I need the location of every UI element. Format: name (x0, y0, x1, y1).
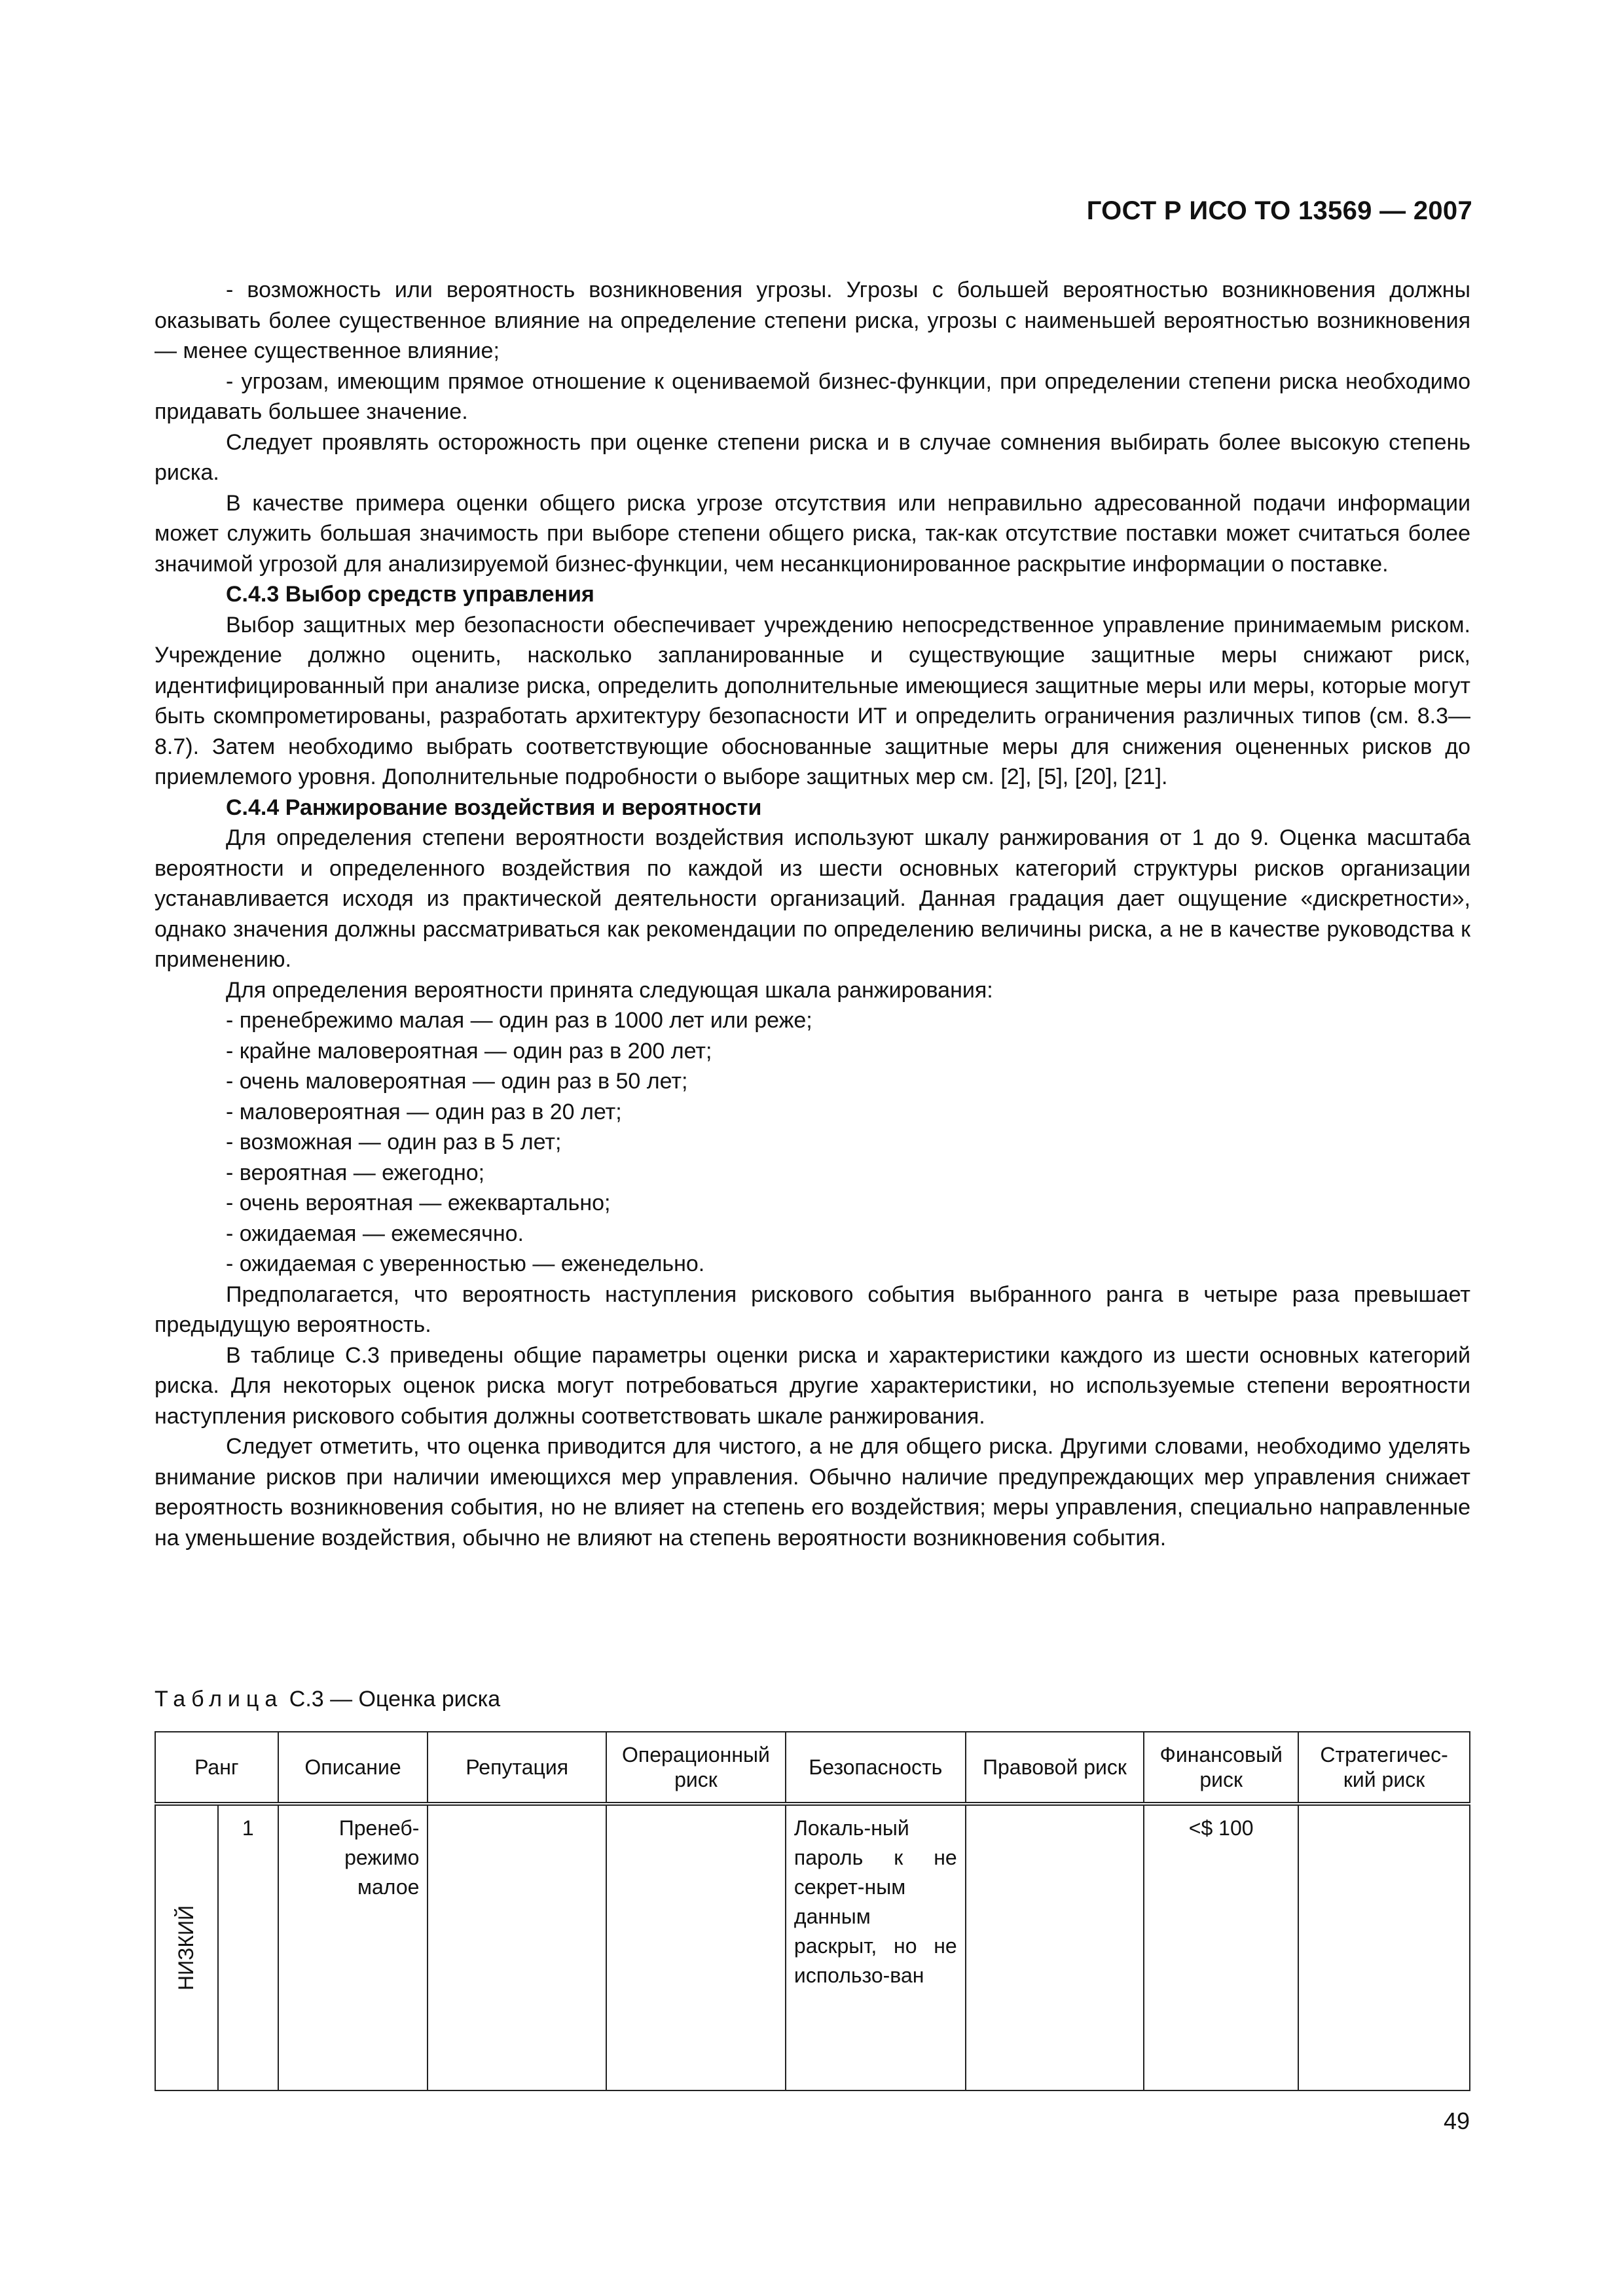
list-item: - возможная — один раз в 5 лет; (226, 1130, 562, 1155)
table-header-row (155, 1732, 1470, 1804)
document-header: ГОСТ Р ИСО ТО 13569 — 2007 (1086, 196, 1472, 225)
probability-scale-list (155, 1005, 1470, 1280)
risk-assessment-table (155, 1731, 1470, 2091)
table-caption (155, 1687, 500, 1712)
description-cell: Пренеб-режимо малое (278, 1804, 428, 2090)
financial-cell: <$ 100 (1144, 1804, 1298, 2090)
col-header-security: Безопасность (786, 1732, 966, 1804)
list-item: - очень вероятная — ежеквартально; (226, 1191, 611, 1215)
table-row (155, 1804, 1470, 2090)
paragraph: В таблице С.3 приведены общие параметры оценки риска и характеристики каждого из шести основных категорий риска. Для некоторых оценок риска могут потребоваться другие характеристики, но используемые степени вероятности наступления рискового события должны соответствовать шкале ранжирования. (155, 1342, 1470, 1429)
col-header-legal: Правовой риск (966, 1732, 1144, 1804)
risk-level-label: НИЗКИЙ (174, 1905, 198, 1991)
strategic-cell (1298, 1804, 1470, 2090)
list-item: - ожидаемая с уверенностью — еженедельно. (226, 1251, 705, 1276)
paragraph: Для определения степени вероятности воздействия используют шкалу ранжирования от 1 до 9. Оценка масштаба вероятности и определенного воздействия по каждой из шести основных категорий структуры рисков организации устанавливается исходя из практической деятельности организаций. Данная градация дает ощущение «дискретности», однако значения должны рассматриваться как рекомендации по определению величины риска, а не в качестве руководства к применению. (155, 825, 1470, 972)
section-heading-c43: С.4.3 Выбор средств управления (226, 582, 594, 607)
list-item: - маловероятная — один раз в 20 лет; (226, 1099, 622, 1124)
col-header-operational: Операционный риск (606, 1732, 786, 1804)
list-item: - крайне маловероятная — один раз в 200 лет; (226, 1038, 712, 1064)
list-item: - ожидаемая — ежемесячно. (226, 1221, 524, 1246)
col-header-rank: Ранг (155, 1732, 278, 1804)
paragraph: Следует проявлять осторожность при оценке степени риска и в случае сомнения выбирать более высокую степень риска. (155, 429, 1470, 485)
list-item: - пренебрежимо малая — один раз в 1000 лет или реже; (226, 1008, 812, 1033)
paragraph: - угрозам, имеющим прямое отношение к оцениваемой бизнес-функции, при определении степени риска необходимо придавать большее значение. (155, 368, 1470, 424)
paragraph: Выбор защитных мер безопасности обеспечивает учреждению непосредственное управление принимаемым риском. Учреждение должно оценить, насколько запланированные и существующие защитные меры снижают риск, идентифицированный при анализе риска, определить дополнительные имеющиеся защитные меры или меры, которые могут быть скомпрометированы, разработать архитектуру безопасности ИТ и определить ограничения различных типов (см. 8.3—8.7). Затем необходимо выбрать соответствующие обоснованные защитные меры для снижения оцененных рисков до приемлемого уровня. Дополнительные подробности о выборе защитных мер см. [2], [5], [20], [21]. (155, 612, 1470, 789)
paragraph: Для определения вероятности принята следующая шкала ранжирования: (226, 977, 993, 1003)
paragraph: Следует отметить, что оценка приводится для чистого, а не для общего риска. Другими словами, необходимо уделять внимание рисков при наличии имеющихся мер управления. Обычно наличие предупреждающих мер управления снижает вероятность возникновения события, но не влияет на степень его воздействия; меры управления, специально направленные на уменьшение воздействия, обычно не влияют на степень вероятности возникновения события. (155, 1434, 1470, 1551)
table-caption-title: С.3 — Оценка риска (283, 1687, 501, 1712)
paragraph: В качестве примера оценки общего риска угрозе отсутствия или неправильно адресованной подачи информации может служить большая значимость при выборе степени общего риска, так-как отсутствие поставки может считаться более значимой угрозой для анализируемой бизнес-функции, чем несанкционированное раскрытие информации о поставке. (155, 490, 1470, 577)
paragraph: - возможность или вероятность возникновения угрозы. Угрозы с большей вероятностью возникновения должны оказывать более существенное влияние на определение степени риска, угрозы с наименьшей вероятностью возникновения — менее существенное влияние; (155, 278, 1470, 363)
legal-cell (966, 1804, 1144, 2090)
reputation-cell (428, 1804, 606, 2090)
col-header-reputation: Репутация (428, 1732, 606, 1804)
col-header-description: Описание (278, 1732, 428, 1804)
col-header-strategic: Стратегичес-кий риск (1298, 1732, 1470, 1804)
table-caption-word: Таблица (155, 1687, 283, 1712)
operational-cell (606, 1804, 786, 2090)
paragraph: Предполагается, что вероятность наступления рискового события выбранного ранга в четыре раза превышает предыдущую вероятность. (155, 1282, 1470, 1337)
rank-cell: 1 (218, 1804, 278, 2090)
list-item: - вероятная — ежегодно; (226, 1160, 485, 1185)
col-header-financial: Финансовый риск (1144, 1732, 1298, 1804)
list-item: - очень маловероятная — один раз в 50 лет; (226, 1069, 688, 1094)
page-number: 49 (1443, 2108, 1470, 2134)
body-text (155, 275, 1470, 1553)
security-cell: Локаль-ный пароль к не секрет-ным данным раскрыт, но не использо-ван (786, 1804, 966, 2090)
risk-level-cell (155, 1804, 218, 2090)
section-heading-c44: С.4.4 Ранжирование воздействия и вероятности (226, 795, 762, 820)
